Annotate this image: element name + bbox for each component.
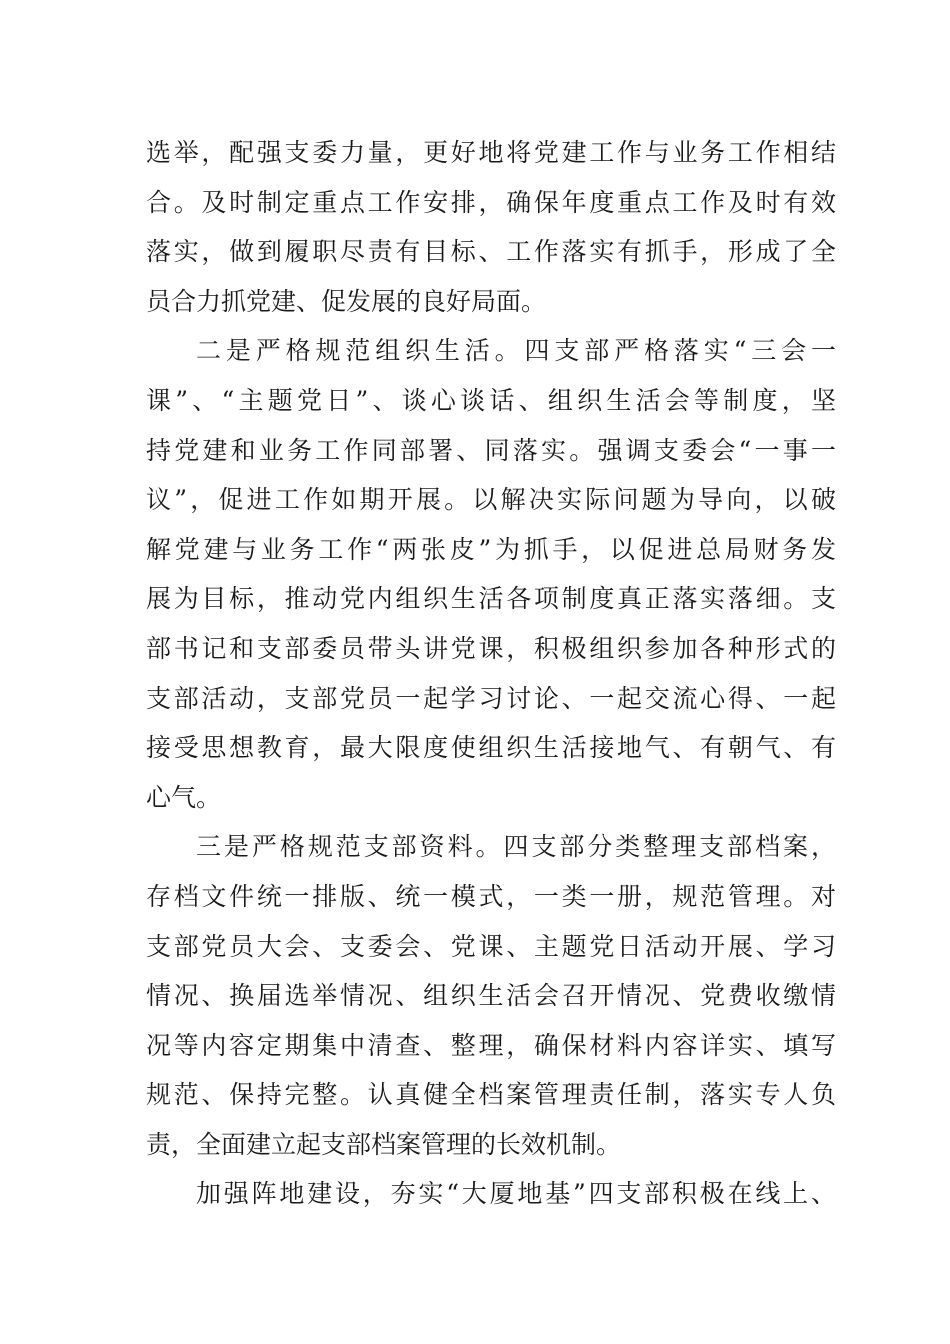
text-line: 员合力抓党建、促发展的良好局面。: [146, 286, 547, 316]
text-line: 合。及时制定重点工作安排，确保年度重点工作及时有效: [146, 187, 836, 217]
text-line: 二是严格规范组织生活。四支部严格落实“三会一: [196, 336, 836, 366]
text-line: 心气。: [146, 782, 222, 812]
text-line: 况等内容定期集中清查、整理，确保材料内容详实、填写: [146, 1030, 836, 1060]
text-line: 展为目标，推动党内组织生活各项制度真正落实落细。支: [146, 584, 836, 614]
text-line: 持党建和业务工作同部署、同落实。强调支委会“一事一: [146, 435, 836, 465]
text-line: 部书记和支部委员带头讲党课，积极组织参加各种形式的: [146, 633, 836, 663]
text-line: 落实，做到履职尽责有目标、工作落实有抓手，形成了全: [146, 237, 836, 267]
text-line: 课”、“主题党日”、谈心谈话、组织生活会等制度，坚: [146, 385, 836, 415]
text-line: 解党建与业务工作“两张皮”为抓手，以促进总局财务发: [146, 534, 836, 564]
text-line: 三是严格规范支部资料。四支部分类整理支部档案，: [196, 832, 836, 862]
text-line: 选举，配强支委力量，更好地将党建工作与业务工作相结: [146, 138, 836, 167]
text-line: 规范、保持完整。认真健全档案管理责任制，落实专人负: [146, 1080, 836, 1110]
text-line: 情况、换届选举情况、组织生活会召开情况、党费收缴情: [146, 981, 836, 1011]
text-line: 责，全面建立起支部档案管理的长效机制。: [146, 1129, 622, 1159]
text-line: 支部活动，支部党员一起学习讨论、一起交流心得、一起: [146, 683, 836, 713]
text-line: 接受思想教育，最大限度使组织生活接地气、有朝气、有: [146, 733, 836, 763]
text-line: 加强阵地建设，夯实“大厦地基”四支部积极在线上、: [196, 1179, 836, 1209]
text-line: 存档文件统一排版、统一模式，一类一册，规范管理。对: [146, 881, 836, 911]
body-text: [146, 128, 836, 1219]
text-line: 议”，促进工作如期开展。以解决实际问题为导向，以破: [146, 485, 836, 515]
text-line: 支部党员大会、支委会、党课、主题党日活动开展、学习: [146, 931, 836, 961]
